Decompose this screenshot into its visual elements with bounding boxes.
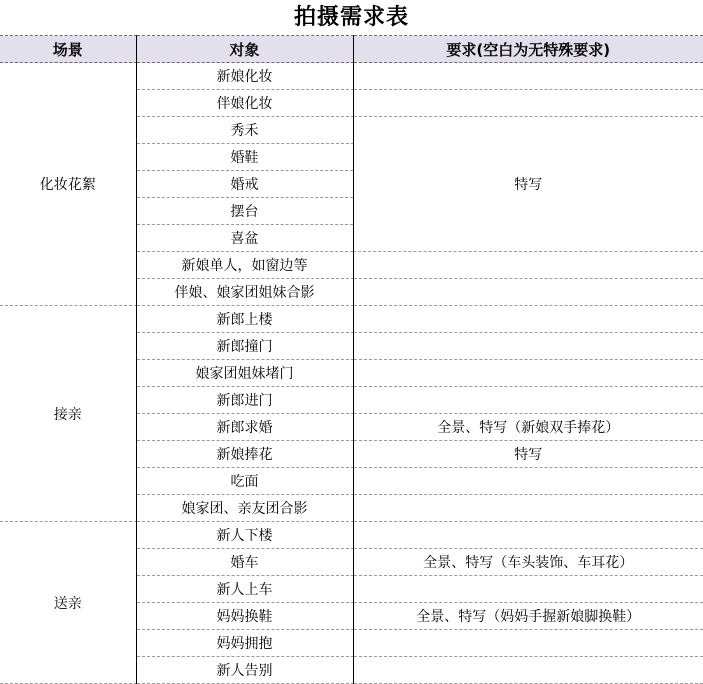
scene-cell[interactable]: 接亲 [0, 306, 136, 522]
requirement-cell[interactable] [353, 630, 703, 657]
requirement-cell[interactable]: 全景、特写（妈妈手握新娘脚换鞋） [353, 603, 703, 630]
object-cell[interactable]: 吃面 [136, 468, 353, 495]
object-cell[interactable]: 新郎上楼 [136, 306, 353, 333]
scene-cell[interactable]: 送亲 [0, 522, 136, 684]
object-cell[interactable]: 新郎进门 [136, 387, 353, 414]
object-cell[interactable]: 新娘捧花 [136, 441, 353, 468]
requirement-cell-merged[interactable]: 特写 [353, 117, 703, 252]
requirement-cell[interactable] [353, 576, 703, 603]
object-cell[interactable]: 新人上车 [136, 576, 353, 603]
scene-cell[interactable]: 化妆花絮 [0, 63, 136, 306]
object-cell[interactable]: 喜盆 [136, 225, 353, 252]
requirement-cell[interactable] [353, 360, 703, 387]
object-cell[interactable]: 婚戒 [136, 171, 353, 198]
requirement-cell[interactable] [353, 63, 703, 90]
requirement-cell[interactable] [353, 279, 703, 306]
object-cell[interactable]: 娘家团姐妹堵门 [136, 360, 353, 387]
header-object[interactable]: 对象 [136, 36, 353, 63]
header-scene[interactable]: 场景 [0, 36, 136, 63]
requirement-cell[interactable]: 特写 [353, 441, 703, 468]
requirement-cell[interactable] [353, 657, 703, 684]
requirement-cell[interactable] [353, 387, 703, 414]
object-cell[interactable]: 伴娘、娘家团姐妹合影 [136, 279, 353, 306]
object-cell[interactable]: 新郎撞门 [136, 333, 353, 360]
requirement-cell[interactable] [353, 306, 703, 333]
object-cell[interactable]: 娘家团、亲友团合影 [136, 495, 353, 522]
object-cell[interactable]: 婚鞋 [136, 144, 353, 171]
requirement-cell[interactable]: 全景、特写（新娘双手捧花） [353, 414, 703, 441]
object-cell[interactable]: 婚车 [136, 549, 353, 576]
requirement-cell[interactable] [353, 522, 703, 549]
object-cell[interactable]: 妈妈换鞋 [136, 603, 353, 630]
requirement-cell[interactable] [353, 252, 703, 279]
table-row [0, 522, 703, 549]
object-cell[interactable]: 秀禾 [136, 117, 353, 144]
requirement-cell[interactable]: 全景、特写（车头装饰、车耳花） [353, 549, 703, 576]
object-cell[interactable]: 新娘化妆 [136, 63, 353, 90]
sheet-title: 拍摄需求表 [293, 5, 409, 30]
object-cell[interactable]: 新人告别 [136, 657, 353, 684]
object-cell[interactable]: 伴娘化妆 [136, 90, 353, 117]
object-cell[interactable]: 妈妈拥抱 [136, 630, 353, 657]
requirement-cell[interactable] [353, 333, 703, 360]
object-cell[interactable]: 摆台 [136, 198, 353, 225]
object-cell[interactable]: 新娘单人，如窗边等 [136, 252, 353, 279]
table-row [0, 306, 703, 333]
header-requirement[interactable]: 要求(空白为无特殊要求) [353, 36, 703, 63]
requirement-cell[interactable] [353, 495, 703, 522]
header-row [0, 36, 703, 63]
requirement-cell[interactable] [353, 90, 703, 117]
object-cell[interactable]: 新人下楼 [136, 522, 353, 549]
column-divider [136, 35, 137, 684]
table-row [0, 63, 703, 90]
table-wrapper [0, 35, 703, 684]
object-cell[interactable]: 新郎求婚 [136, 414, 353, 441]
column-divider [353, 35, 354, 684]
requirements-table [0, 35, 703, 684]
requirement-cell[interactable] [353, 468, 703, 495]
